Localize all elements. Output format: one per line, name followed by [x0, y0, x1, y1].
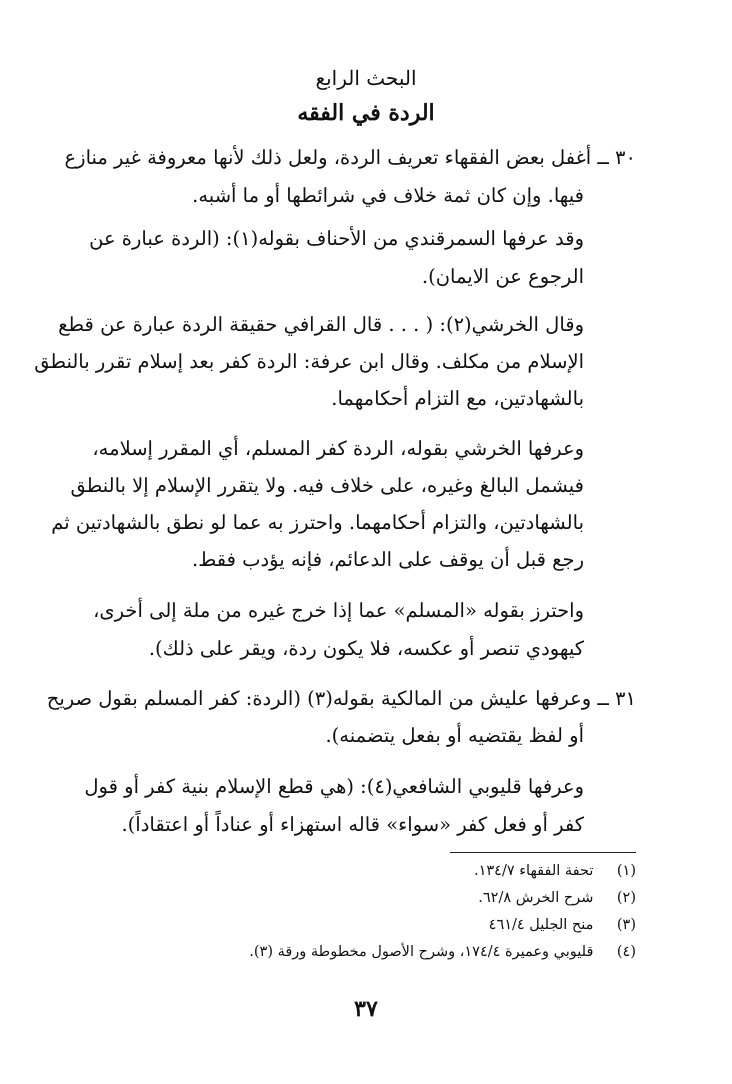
paragraph-kharshi-line-3: بالشهادتين، مع التزام أحكامهما.: [331, 387, 584, 410]
paragraph-31-line-1: ٣١ ــ وعرفها عليش من المالكية بقوله(٣) (الردة: كفر المسلم بقول صريح: [46, 687, 636, 710]
footnote-number: (٤): [616, 944, 636, 960]
footnote-2: [200, 885, 636, 911]
footnote-text: قليوبي وعميرة ١٧٤/٤، وشرح الأصول مخطوطة ورقة (٣).: [249, 944, 594, 960]
paragraph-muslim-line-1: واحترز بقوله «المسلم» عما إذا خرج غيره من ملة إلى أخرى،: [93, 599, 584, 622]
paragraph-kharshi-def-line-4: رجع قبل أن يوقف على الدعائم، فإنه يؤدب فقط.: [192, 548, 584, 571]
paragraph-qalyubi-line-1: وعرفها قليوبي الشافعي(٤): (هي قطع الإسلام بنية كفر أو قول: [84, 775, 584, 798]
paragraph-kharshi-def-line-2: فيشمل البالغ وغيره، على خلاف فيه. ولا يتقرر الإسلام إلا بالنطق: [70, 474, 584, 497]
page-number: ٣٧: [354, 996, 378, 1022]
footnote-text: منح الجليل ٤٦١/٤: [488, 917, 594, 933]
paragraph-kharshi-line-1: وقال الخرشي(٢): ( . . . قال القرافي حقيقة الردة عبارة عن قطع: [58, 313, 584, 336]
paragraph-31-line-2: أو لفظ يقتضيه أو بفعل يتضمنه).: [325, 724, 584, 747]
paragraph-kharshi-def-line-3: بالشهادتين، والتزام أحكامهما. واحترز به عما لو نطق بالشهادتين ثم: [51, 511, 584, 534]
paragraph-muslim-line-2: كيهودي تنصر أو عكسه، فلا يكون ردة، ويقر على ذلك).: [148, 637, 584, 660]
page-title: الردة في الفقه: [297, 100, 435, 126]
footnote-divider: [450, 852, 636, 853]
paragraph-kharshi-line-2: الإسلام من مكلف. وقال ابن عرفة: الردة كفر بعد إسلام تقرر بالنطق: [34, 350, 584, 373]
section-heading: البحث الرابع: [315, 66, 417, 90]
paragraph-30-line-1: ٣٠ ــ أغفل بعض الفقهاء تعريف الردة، ولعل ذلك لأنها معروفة غير منازع: [64, 146, 636, 169]
footnote-number: (٢): [616, 890, 636, 906]
paragraph-kharshi-def-line-1: وعرفها الخرشي بقوله، الردة كفر المسلم، أي المقرر إسلامه،: [92, 437, 584, 460]
footnote-3: [200, 912, 636, 938]
paragraph-qalyubi-line-2: كفر أو فعل كفر «سواء» قاله استهزاء أو عناداً أو اعتقاداً).: [121, 813, 584, 836]
footnote-number: (٣): [616, 917, 636, 933]
footnote-4: [200, 939, 636, 965]
footnote-1: [200, 858, 636, 884]
footnote-text: تحفة الفقهاء ١٣٤/٧.: [473, 863, 594, 879]
footnote-text: شرح الخرش ٦٢/٨.: [478, 890, 594, 906]
paragraph-samarqandi-line-1: وقد عرفها السمرقندي من الأحناف بقوله(١): (الردة عبارة عن: [89, 227, 584, 250]
footnote-number: (١): [616, 863, 636, 879]
paragraph-30-line-2: فيها. وإن كان ثمة خلاف في شرائطها أو ما أشبه.: [192, 184, 584, 207]
paragraph-samarqandi-line-2: الرجوع عن الايمان).: [421, 265, 584, 288]
